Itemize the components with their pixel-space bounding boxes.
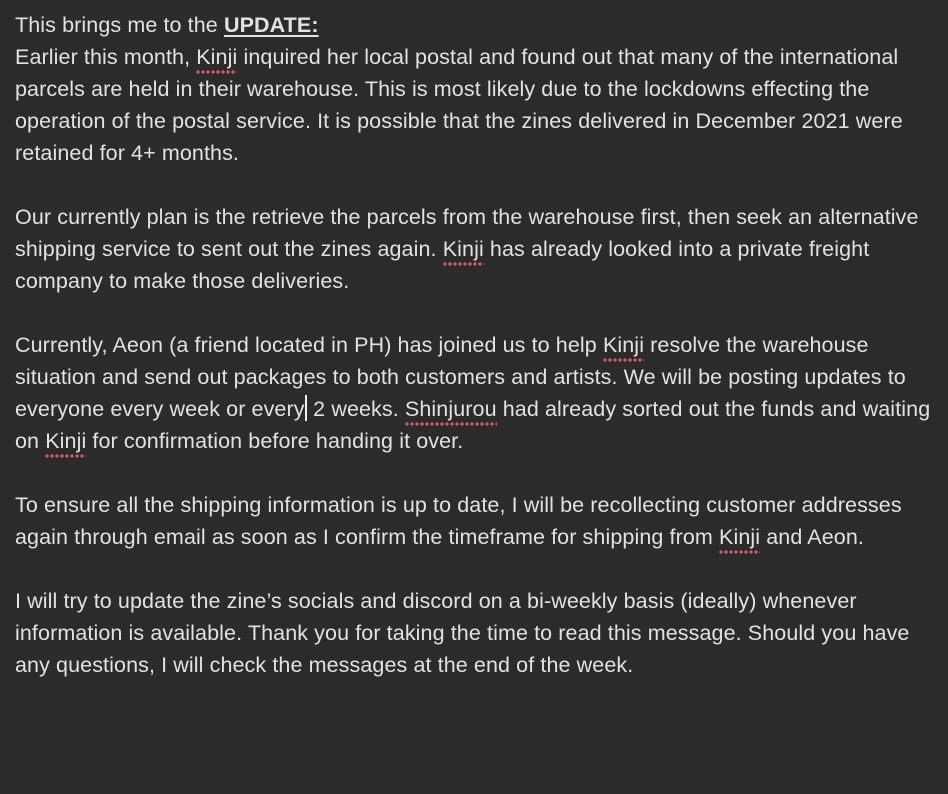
misspelled-word[interactable]: Shinjurou bbox=[405, 393, 497, 425]
misspelled-word[interactable]: Kinji bbox=[45, 425, 86, 457]
paragraph-text: Earlier this month, bbox=[15, 45, 197, 69]
paragraph-text: 2 weeks. bbox=[307, 397, 405, 421]
paragraph-text: for confirmation before handing it over. bbox=[86, 429, 464, 453]
update-heading: UPDATE: bbox=[223, 13, 319, 37]
paragraph-status bbox=[15, 329, 934, 457]
paragraph-text: To ensure all the shipping information is up to date, I will be recollecting customer addresses again through email as soon as I confirm the timeframe for shipping from bbox=[15, 493, 902, 549]
paragraph-text: Our currently plan is the retrieve the parcels from the warehouse first, then seek an alternative shipping service to sent out the zines again. bbox=[15, 205, 919, 261]
paragraph-plan bbox=[15, 201, 934, 297]
paragraph-text: Currently, Aeon (a friend located in PH) has joined us to help bbox=[15, 333, 603, 357]
paragraph-text: and Aeon. bbox=[760, 525, 864, 549]
misspelled-word[interactable]: Kinji bbox=[443, 233, 484, 265]
paragraph-text: has already looked into a private freight company to make those deliveries. bbox=[15, 237, 870, 293]
paragraph-text: I will try to update the zine’s socials and discord on a bi-weekly basis (ideally) whenever information is available. Thank you for taking the time to read this message. Should you have any questions, I will check the messages at the end of the week. bbox=[15, 589, 910, 677]
paragraph-shipping-info bbox=[15, 489, 934, 553]
paragraph-closing bbox=[15, 585, 934, 681]
misspelled-word[interactable]: Kinji bbox=[719, 521, 760, 553]
paragraph-text: had already sorted out the funds and waiting on bbox=[15, 397, 931, 453]
paragraph-text: inquired her local postal and found out that many of the international parcels are held in their warehouse. This is most likely due to the lockdowns effecting the operation of the postal service. It is possible that the zines delivered in December 2021 were retained for 4+ months. bbox=[15, 45, 903, 165]
misspelled-word[interactable]: Kinji bbox=[196, 41, 237, 73]
paragraph-text: resolve the warehouse situation and send out packages to both customers and artists. We will be posting updates to everyone every week or every bbox=[15, 333, 906, 421]
intro-text: This brings me to the bbox=[15, 13, 224, 37]
misspelled-word[interactable]: Kinji bbox=[603, 329, 644, 361]
paragraph-update bbox=[15, 9, 934, 169]
